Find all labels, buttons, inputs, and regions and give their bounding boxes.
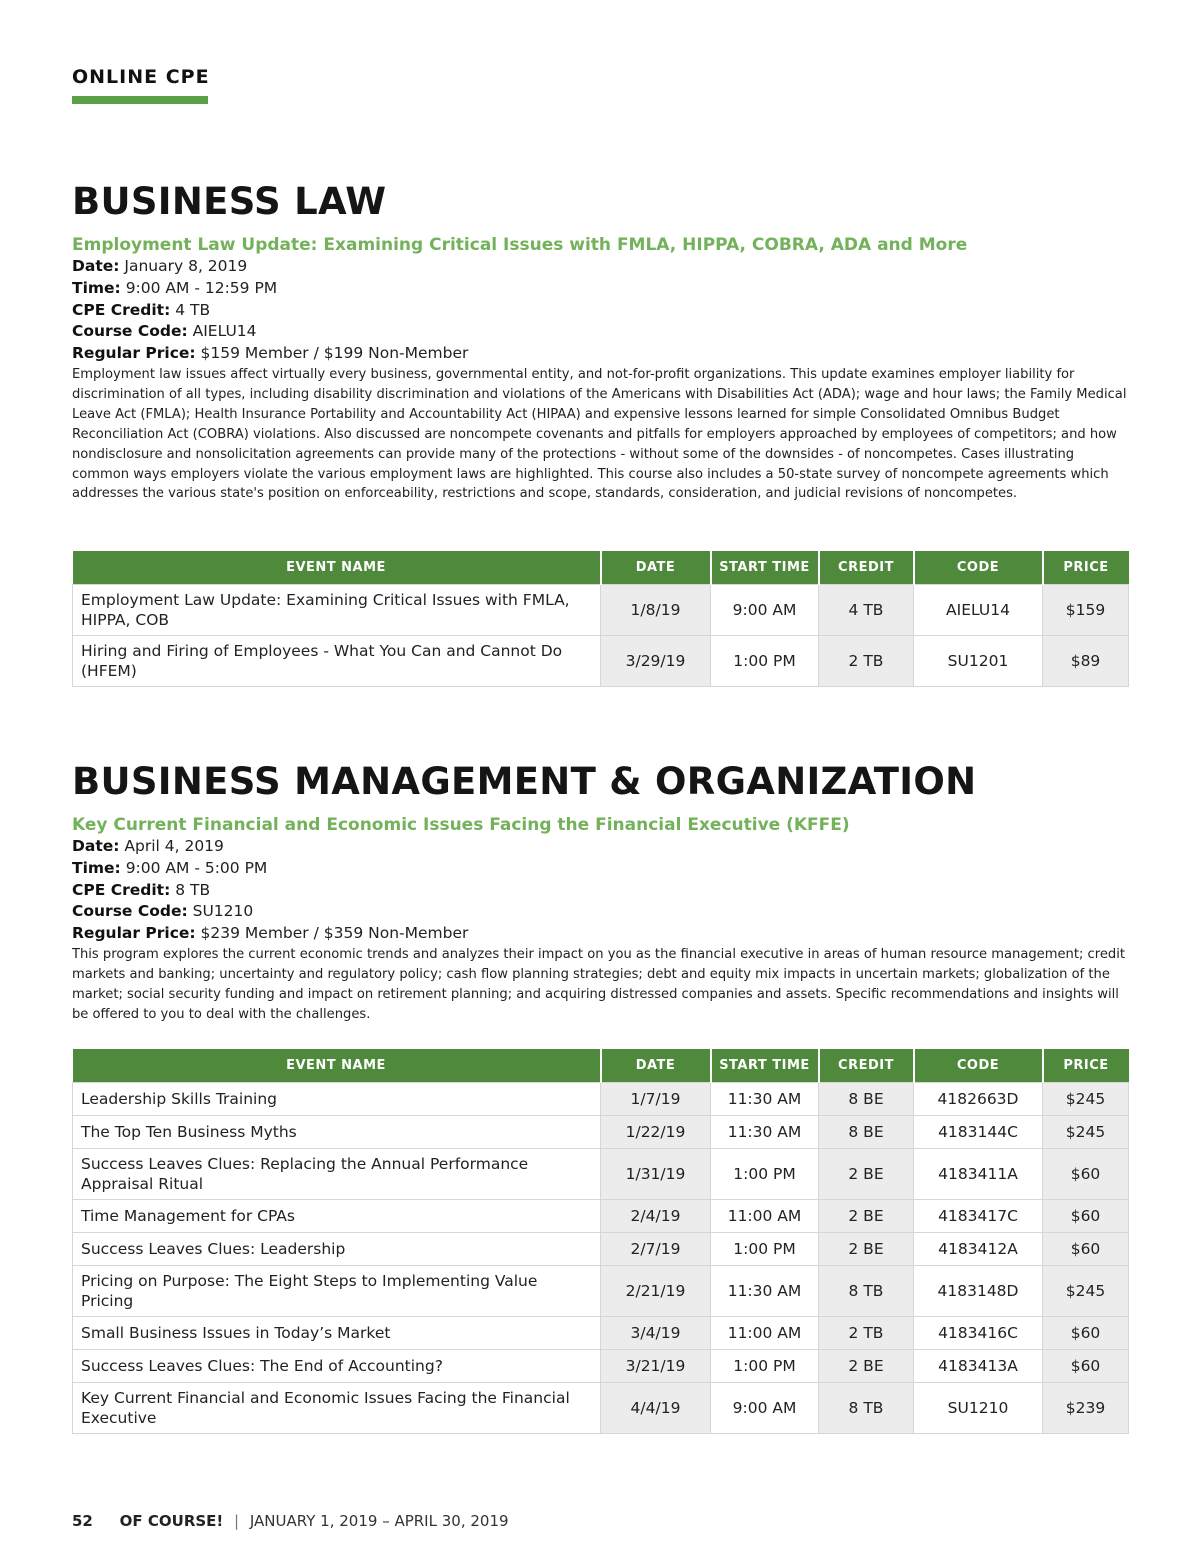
date-cell: 3/4/19 <box>601 1317 711 1350</box>
column-header-event-name: EVENT NAME <box>73 551 601 585</box>
date-cell: 4/4/19 <box>601 1383 711 1434</box>
credit-cell: 2 TB <box>819 636 914 687</box>
table-row <box>73 585 1129 636</box>
page-number: 52 <box>72 1512 93 1530</box>
footer-separator: | <box>234 1512 240 1530</box>
date-cell: 1/7/19 <box>601 1083 711 1116</box>
column-header-credit: CREDIT <box>819 551 914 585</box>
code-cell: 4183148D <box>914 1266 1043 1317</box>
credit-cell: 8 TB <box>819 1383 914 1434</box>
column-header-start-time: START TIME <box>711 1049 819 1083</box>
table-row <box>73 1200 1129 1233</box>
column-header-price: PRICE <box>1043 1049 1129 1083</box>
start-time-cell: 11:30 AM <box>711 1116 819 1149</box>
table-row <box>73 1350 1129 1383</box>
code-cell: 4183412A <box>914 1233 1043 1266</box>
start-time-cell: 11:00 AM <box>711 1200 819 1233</box>
date-cell: 1/8/19 <box>601 585 711 636</box>
code-cell: 4183413A <box>914 1350 1043 1383</box>
credit-cell: 2 BE <box>819 1149 914 1200</box>
column-header-price: PRICE <box>1043 551 1129 585</box>
meta-date: Date: January 8, 2019 <box>72 257 248 275</box>
price-cell: $60 <box>1043 1233 1129 1266</box>
event-name-cell: Small Business Issues in Today’s Market <box>73 1317 601 1350</box>
date-cell: 3/21/19 <box>601 1350 711 1383</box>
meta-price: Regular Price: $159 Member / $199 Non-Member <box>72 344 469 363</box>
header-accent-bar <box>72 96 208 104</box>
credit-cell: 2 BE <box>819 1233 914 1266</box>
table-row <box>73 636 1129 687</box>
price-cell: $239 <box>1043 1383 1129 1434</box>
start-time-cell: 9:00 AM <box>711 585 819 636</box>
price-cell: $245 <box>1043 1083 1129 1116</box>
column-header-date: DATE <box>601 1049 711 1083</box>
price-cell: $245 <box>1043 1266 1129 1317</box>
publication-name: OF COURSE! <box>119 1512 224 1530</box>
price-cell: $60 <box>1043 1350 1129 1383</box>
start-time-cell: 1:00 PM <box>711 1149 819 1200</box>
code-cell: 4183144C <box>914 1116 1043 1149</box>
price-cell: $60 <box>1043 1200 1129 1233</box>
credit-cell: 2 BE <box>819 1200 914 1233</box>
date-cell: 1/22/19 <box>601 1116 711 1149</box>
event-name-cell: Employment Law Update: Examining Critical Issues with FMLA, HIPPA, COB <box>73 585 601 636</box>
page-header <box>72 66 210 104</box>
credit-cell: 2 TB <box>819 1317 914 1350</box>
course-title: Employment Law Update: Examining Critical Issues with FMLA, HIPPA, COBRA, ADA and More <box>72 235 968 255</box>
date-cell: 2/21/19 <box>601 1266 711 1317</box>
code-cell: SU1201 <box>914 636 1043 687</box>
course-description: This program explores the current economic trends and analyzes their impact on you as the financial executive in areas of human resource management; credit markets and banking; uncertainty and regulatory policy; cash flow planning strategies; debt and equity mix impacts in uncertain markets; globalization of the market; social security funding and impact on retirement planning; and acquiring distressed companies and assets. Specific recommendations and insights will be offered to you to deal with the challenges. <box>72 946 1125 1022</box>
date-cell: 1/31/19 <box>601 1149 711 1200</box>
code-cell: SU1210 <box>914 1383 1043 1434</box>
code-cell: 4182663D <box>914 1083 1043 1116</box>
section-title: BUSINESS LAW <box>72 180 387 223</box>
section-business-law <box>72 180 1128 504</box>
start-time-cell: 1:00 PM <box>711 636 819 687</box>
start-time-cell: 11:30 AM <box>711 1083 819 1116</box>
event-name-cell: Success Leaves Clues: Leadership <box>73 1233 601 1266</box>
section-business-management <box>72 760 1128 1025</box>
code-cell: 4183417C <box>914 1200 1043 1233</box>
events-table <box>72 551 1129 687</box>
meta-date: Date: April 4, 2019 <box>72 837 224 855</box>
column-header-date: DATE <box>601 551 711 585</box>
event-name-cell: Success Leaves Clues: Replacing the Annual Performance Appraisal Ritual <box>73 1149 601 1200</box>
date-cell: 2/4/19 <box>601 1200 711 1233</box>
table-row <box>73 1383 1129 1434</box>
course-meta <box>72 836 1128 945</box>
header-label: ONLINE CPE <box>72 66 210 88</box>
page-footer <box>72 1512 509 1530</box>
meta-credit: CPE Credit: 4 TB <box>72 300 211 319</box>
price-cell: $60 <box>1043 1317 1129 1350</box>
code-cell: 4183411A <box>914 1149 1043 1200</box>
credit-cell: 8 BE <box>819 1116 914 1149</box>
event-name-cell: Key Current Financial and Economic Issues Facing the Financial Executive <box>73 1383 601 1434</box>
code-cell: 4183416C <box>914 1317 1043 1350</box>
column-header-start-time: START TIME <box>711 551 819 585</box>
date-cell: 2/7/19 <box>601 1233 711 1266</box>
events-table <box>72 1049 1129 1434</box>
meta-time: Time: 9:00 AM - 5:00 PM <box>72 858 268 877</box>
meta-time: Time: 9:00 AM - 12:59 PM <box>72 278 278 297</box>
table-row <box>73 1149 1129 1200</box>
event-name-cell: Leadership Skills Training <box>73 1083 601 1116</box>
course-title: Key Current Financial and Economic Issues Facing the Financial Executive (KFFE) <box>72 815 850 835</box>
credit-cell: 8 TB <box>819 1266 914 1317</box>
event-name-cell: Time Management for CPAs <box>73 1200 601 1233</box>
column-header-code: CODE <box>914 1049 1043 1083</box>
start-time-cell: 1:00 PM <box>711 1233 819 1266</box>
meta-code: Course Code: SU1210 <box>72 902 254 921</box>
start-time-cell: 11:00 AM <box>711 1317 819 1350</box>
event-name-cell: The Top Ten Business Myths <box>73 1116 601 1149</box>
date-cell: 3/29/19 <box>601 636 711 687</box>
start-time-cell: 9:00 AM <box>711 1383 819 1434</box>
column-header-code: CODE <box>914 551 1043 585</box>
table-row <box>73 1266 1129 1317</box>
column-header-credit: CREDIT <box>819 1049 914 1083</box>
meta-price: Regular Price: $239 Member / $359 Non-Member <box>72 924 469 943</box>
table-header-row <box>73 551 1129 585</box>
date-range: JANUARY 1, 2019 – APRIL 30, 2019 <box>249 1512 509 1530</box>
code-cell: AIELU14 <box>914 585 1043 636</box>
price-cell: $60 <box>1043 1149 1129 1200</box>
event-name-cell: Hiring and Firing of Employees - What You Can and Cannot Do (HFEM) <box>73 636 601 687</box>
event-name-cell: Pricing on Purpose: The Eight Steps to Implementing Value Pricing <box>73 1266 601 1317</box>
table-row <box>73 1116 1129 1149</box>
credit-cell: 8 BE <box>819 1083 914 1116</box>
section-title: BUSINESS MANAGEMENT & ORGANIZATION <box>72 760 977 803</box>
table-row <box>73 1083 1129 1116</box>
table-header-row <box>73 1049 1129 1083</box>
price-cell: $245 <box>1043 1116 1129 1149</box>
price-cell: $159 <box>1043 585 1129 636</box>
credit-cell: 4 TB <box>819 585 914 636</box>
start-time-cell: 11:30 AM <box>711 1266 819 1317</box>
price-cell: $89 <box>1043 636 1129 687</box>
column-header-event-name: EVENT NAME <box>73 1049 601 1083</box>
meta-code: Course Code: AIELU14 <box>72 322 257 341</box>
table-row <box>73 1317 1129 1350</box>
credit-cell: 2 BE <box>819 1350 914 1383</box>
meta-credit: CPE Credit: 8 TB <box>72 880 211 899</box>
course-meta <box>72 256 1128 365</box>
start-time-cell: 1:00 PM <box>711 1350 819 1383</box>
table-business-law-wrap <box>72 551 1128 687</box>
table-row <box>73 1233 1129 1266</box>
table-business-management-wrap <box>72 1049 1128 1434</box>
event-name-cell: Success Leaves Clues: The End of Accounting? <box>73 1350 601 1383</box>
course-description: Employment law issues affect virtually every business, governmental entity, and not-for-profit organizations. This update examines employer liability for discrimination of all types, including disability discrimination and violations of the Americans with Disabilities Act (ADA); wage and hour laws; the Family Medical Leave Act (FMLA); Health Insurance Portability and Accountability Act (HIPAA) and expensive lessons learned for simple Consolidated Omnibus Budget Reconciliation Act (COBRA) violations. Also discussed are noncompete covenants and pitfalls for employers approached by employees of competitors; and how nondisclosure and nonsolicitation agreements can provide many of the protections - without some of the downsides - of noncompetes. Cases illustrating common ways employers violate the various employment laws are highlighted. This course also includes a 50-state survey of noncompete agreements which addresses the various state's position on enforceability, restrictions and scope, standards, consideration, and judicial revisions of noncompetes. <box>72 366 1127 502</box>
